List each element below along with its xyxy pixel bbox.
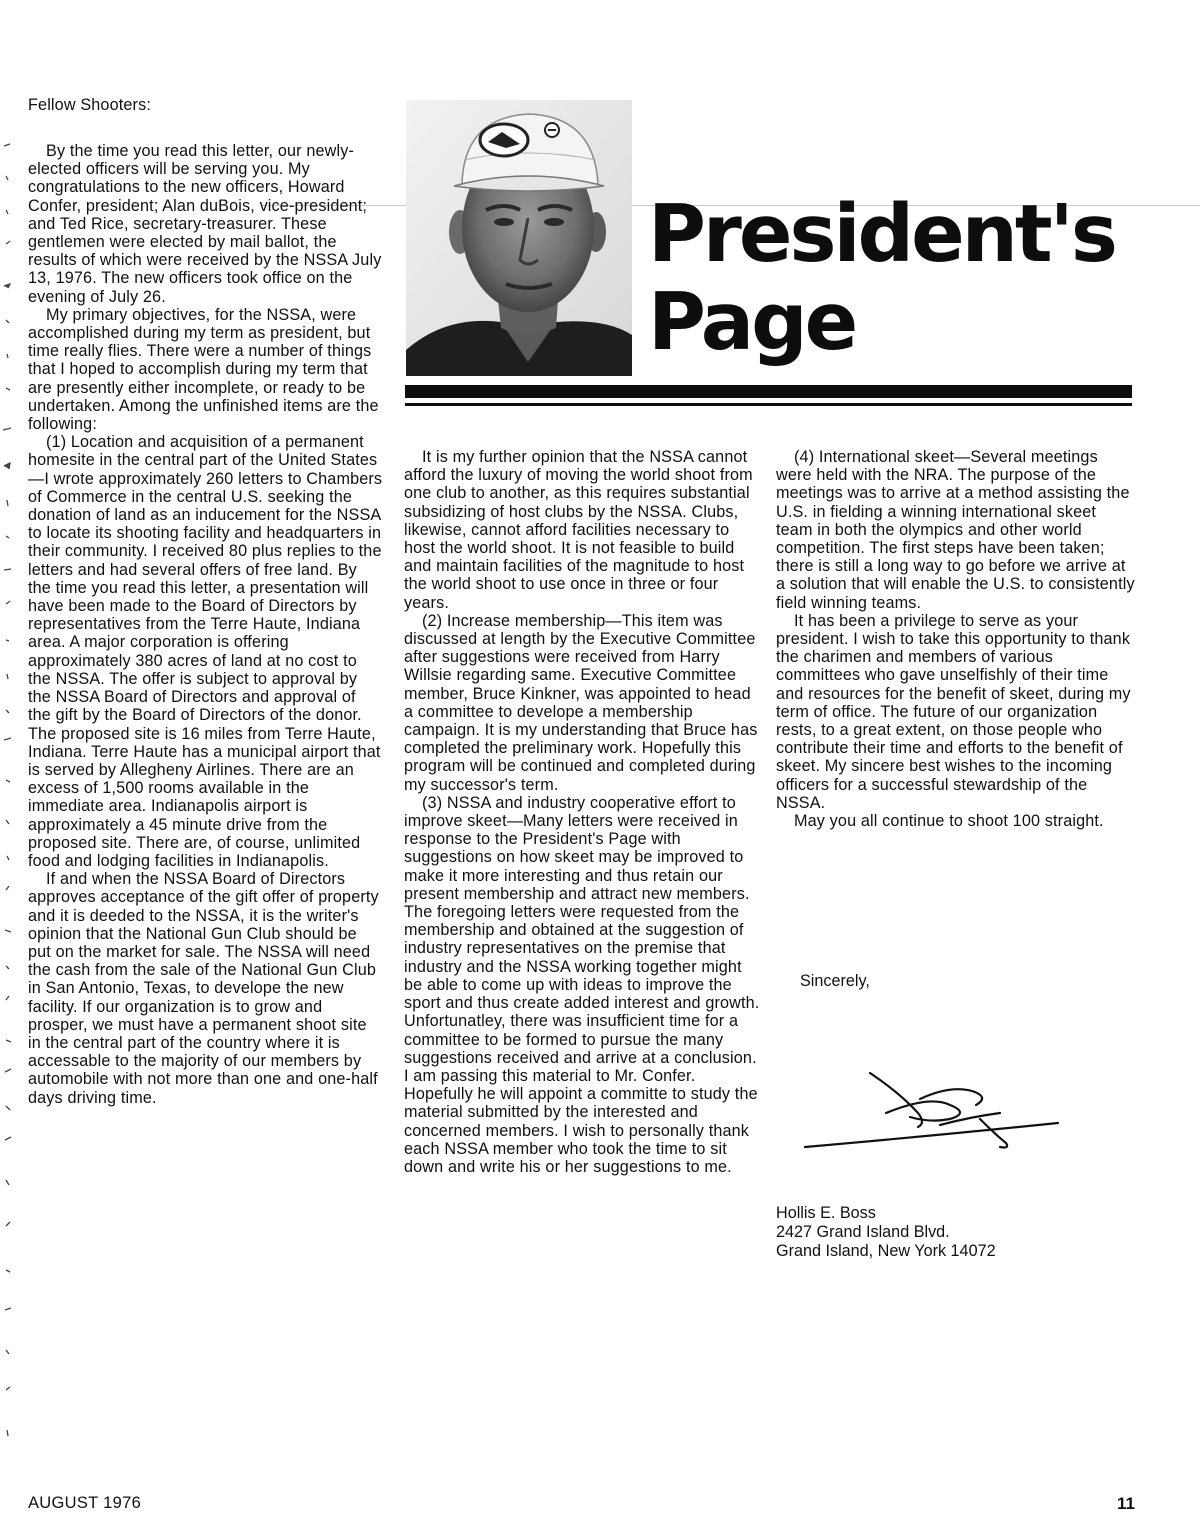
- paragraph: (3) NSSA and industry cooperative effort to improve skeet—Many letters were received in response to the President's Page with suggestions on how skeet may be improved to make it more interesting and thus retain our present membership and attract new members. The foregoing letters were requested from the membership and obtained at the suggestion of industry representatives on the premise that industry and the NSSA working together might be able to come up with ideas to improve the sport and thus create added interest and growth. Unfortunatley, there was insufficient time for a committee to be formed to pursue the many suggestions received and arrive at a conclusion. I am passing this material to Mr. Confer. Hopefully he will appoint a committe to study the material submitted by the interested and concerned members. I wish to personally thank each NSSA member who took the time to sit down and write his or her suggestions to me.: [404, 793, 760, 1176]
- paragraph: (1) Location and acquisition of a permanent homesite in the central part of the United States—I wrote approximately 260 letters to Chambers of Commerce in the central U.S. seeking the donation of land as an inducement for the NSSA to locate its shooting facility and headquarters in their community. I received 80 plus replies to the letters and had several offers of free land. By the time you read this letter, a presentation will have been made to the Board of Directors by representatives from the Terre Haute, Indiana area. A major corporation is offering approximately 380 acres of land at no cost to the NSSA. The offer is subject to approval by the NSSA Board of Directors and approval of the gift by the Board of Directors of the donor. The proposed site is 16 miles from Terre Haute, Indiana. Terre Haute has a municipal airport that is served by Allegheny Airlines. There are an excess of 1,500 rooms available in the immediate area. Indianapolis airport is approximately a 45 minute drive from the proposed site. There are, of course, unlimited food and lodging facilities in Indianapolis.: [28, 433, 383, 870]
- paragraph: May you all continue to shoot 100 straight.: [794, 812, 1104, 831]
- salutation: Fellow Shooters:: [28, 96, 151, 114]
- letter-column-3: [776, 448, 1136, 830]
- letter-column-2: [404, 448, 760, 1176]
- paragraph: My primary objectives, for the NSSA, were accomplished during my term as president, but time really flies. There were a number of things that I hoped to accomplish during my term that are presently either incomplete, or ready to be undertaken. Among the unfinished items are the following:: [28, 305, 379, 434]
- signer-street: 2427 Grand Island Blvd.: [776, 1223, 950, 1241]
- letter-closing: Sincerely,: [800, 972, 870, 990]
- signer-city: Grand Island, New York 14072: [776, 1242, 996, 1260]
- page-title: [648, 190, 1115, 366]
- title-rule-thick: [405, 385, 1132, 398]
- margin-tick-marks: [0, 140, 20, 1470]
- title-line-2: Page: [648, 276, 856, 368]
- paragraph: (4) International skeet—Several meetings were held with the NRA. The purpose of the meetings was to arrive at a method assisting the U.S. in fielding a winning international skeet team in both the olympics and other world competition. The first steps have been taken; there is still a long way to go before we arrive at a solution that will enable the U.S. to consistently field winning teams.: [776, 448, 1135, 612]
- letter-column-1: [28, 142, 383, 1107]
- paragraph: If and when the NSSA Board of Directors approves acceptance of the gift offer of property and it is deeded to the NSSA, it is the writer's opinion that the National Gun Club should be put on the market for sale. The NSSA will need the cash from the sale of the National Gun Club in San Antonio, Texas, to develope the new facility. If our organization is to grow and prosper, we must have a permanent shoot site in the central part of the country where it is accessable to the majority of our members by automobile with not more than one and one-half days driving time.: [28, 870, 379, 1107]
- title-line-1: President's: [648, 188, 1115, 280]
- signer-block: [776, 1204, 996, 1261]
- paragraph: (2) Increase membership—This item was discussed at length by the Executive Committee after suggestions were received from Harry Willsie regarding same. Executive Committee member, Bruce Kinkner, was appointed to head a committee to develope a membership campaign. It is my understanding that Bruce has completed the preliminary work. Hopefully this program will be continued and completed during my successor's term.: [404, 611, 758, 794]
- author-portrait-photo: [406, 100, 632, 376]
- paragraph: By the time you read this letter, our newly-elected officers will be serving you. My congratulations to the new officers, Howard Confer, president; Alan duBois, vice-president; and Ted Rice, secretary-treasurer. These gentlemen were elected by mail ballot, the results of which were received by the NSSA July 13, 1976. The new officers took office on the evening of July 26.: [28, 142, 382, 306]
- paragraph: It has been a privilege to serve as your president. I wish to take this opportunity to thank the charimen and members of various committees who gave unselfishly of their time and resources for the benefit of skeet, during my term of office. The future of our organization rests, to a great extent, on those people who contribute their time and efforts to the benefit of skeet. My sincere best wishes to the incoming officers for a successful stewardship of the NSSA.: [776, 611, 1131, 812]
- handwritten-signature: [800, 1065, 1065, 1155]
- signer-name: Hollis E. Boss: [776, 1204, 876, 1222]
- paragraph: It is my further opinion that the NSSA cannot afford the luxury of moving the world shoot from one club to another, as this requires substantial subsidizing of host clubs by the NSSA. Clubs, likewise, cannot afford facilities necessary to host the world shoot. It is not feasible to build and maintain facilities of the magnitude to host the world shoot to use once in three or four years.: [404, 448, 753, 612]
- page-number: 11: [1117, 1494, 1135, 1513]
- title-rule-thin: [405, 403, 1132, 406]
- issue-date: AUGUST 1976: [28, 1494, 142, 1512]
